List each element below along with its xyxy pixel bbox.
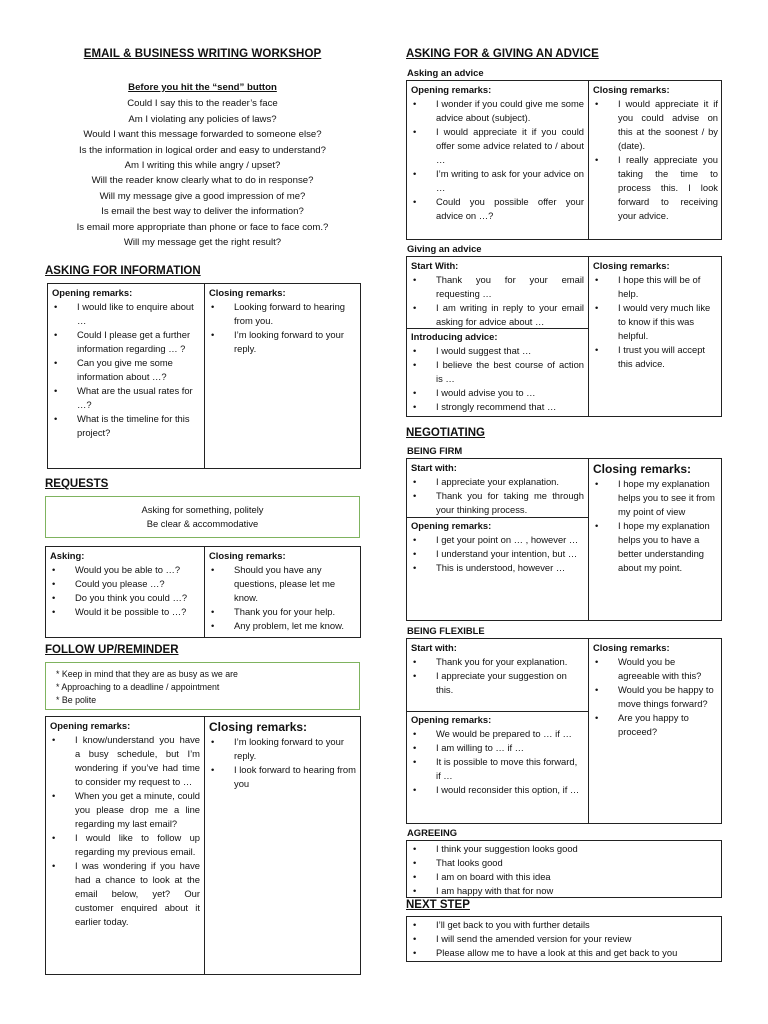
list-item: • Could you please …? (50, 577, 200, 591)
checklist-item: Is email the best way to deliver the information? (101, 206, 304, 218)
list-item: • Any problem, let me know. (209, 619, 357, 633)
list-item: • Thank you for your explanation. (411, 655, 584, 669)
being-firm-table (406, 458, 722, 621)
advice-title: ASKING FOR & GIVING AN ADVICE (406, 48, 599, 60)
list-item: • I am happy with that for now (411, 884, 717, 898)
list-item: • I am willing to … if … (411, 741, 584, 755)
agreeing-subtitle: AGREEING (407, 827, 458, 838)
requests-asking (46, 547, 204, 621)
start-label: Start With: (411, 260, 459, 271)
list-item: • I hope my explanation helps you to see it from my point of view (593, 477, 718, 519)
closing-label: Closing remarks: (593, 462, 692, 476)
flex-closing (589, 639, 722, 741)
list-item: • I wonder if you could give me some advice about (subject). (411, 97, 584, 125)
list-item: • Would it be possible to …? (50, 605, 200, 619)
asking-advice-closing (589, 81, 722, 225)
list-item: • What is the timeline for this project? (52, 412, 200, 440)
asking-info-closing (205, 284, 361, 358)
start-label: Start with: (411, 462, 457, 473)
requests-closing (205, 547, 361, 635)
requests-table (45, 546, 361, 638)
agreeing-list (407, 841, 721, 900)
tip-line: * Be polite (56, 695, 97, 705)
tip-line: * Keep in mind that they are as busy as we are (56, 669, 238, 679)
tip-line: * Approaching to a deadline / appointment (56, 682, 220, 692)
list-item: • I’ll get back to you with further details (411, 918, 717, 932)
list-item: • I would suggest that … (411, 344, 584, 358)
list-item: • I hope this will be of help. (593, 273, 718, 301)
opening-label: Opening remarks: (50, 720, 131, 731)
checklist-item: Could I say this to the reader’s face (127, 98, 278, 110)
list-item: • I am writing in reply to your email asking for advice about … (411, 301, 584, 329)
asking-info-opening (48, 284, 204, 442)
list-item: • What are the usual rates for …? (52, 384, 200, 412)
giving-advice-subtitle: Giving an advice (407, 243, 482, 254)
list-item: • I really appreciate you taking the time to process this. I look forward to receiving your advice. (593, 153, 718, 223)
list-item: • Do you think you could …? (50, 591, 200, 605)
asking-advice-opening (407, 81, 588, 225)
follow-up-title: FOLLOW UP/REMINDER (45, 644, 179, 656)
list-item: • When you get a minute, could you please drop me a line regarding my last email? (50, 789, 200, 831)
list-item: • Would you be agreeable with this? (593, 655, 718, 683)
asking-advice-subtitle: Asking an advice (407, 67, 484, 78)
next-step-table (406, 916, 722, 962)
list-item: • Thank you for your email requesting … (411, 273, 584, 301)
follow-up-closing (205, 717, 361, 793)
list-item: • I think your suggestion looks good (411, 842, 717, 856)
asking-info-table (47, 283, 361, 469)
list-item: • I know/understand you have a busy schedule, but I’m wondering if you’ve had time to consider my request to … (50, 733, 200, 789)
list-item: • Looking forward to hearing from you. (209, 300, 357, 328)
list-item: • I would reconsider this option, if … (411, 783, 584, 797)
list-item: • That looks good (411, 856, 717, 870)
firm-opening (407, 517, 588, 577)
list-item: • I believe the best course of action is … (411, 358, 584, 386)
requests-title: REQUESTS (45, 478, 109, 490)
list-item: • I’m looking forward to your reply. (209, 735, 357, 763)
list-item: • I would appreciate it if you could advise on this at the soonest / by (date). (593, 97, 718, 153)
list-item: • I look forward to hearing from you (209, 763, 357, 791)
checklist-item: Am I writing this while angry / upset? (124, 159, 281, 171)
requests-note (45, 496, 360, 538)
agreeing-table (406, 840, 722, 898)
asking-info-title: ASKING FOR INFORMATION (45, 265, 201, 277)
list-item: • I am on board with this idea (411, 870, 717, 884)
note-line: Asking for something, politely (141, 504, 264, 515)
asking-label: Asking: (50, 550, 85, 561)
closing-label: Closing remarks: (593, 84, 670, 95)
intro-label: Introducing advice: (411, 331, 498, 342)
list-item: • I would like to follow up regarding my previous email. (50, 831, 200, 859)
send-checklist (40, 80, 365, 250)
closing-label: Closing remarks: (209, 287, 286, 298)
opening-label: Opening remarks: (52, 287, 133, 298)
list-item: • I strongly recommend that … (411, 400, 584, 414)
list-item: • Can you give me some information about …? (52, 356, 200, 384)
list-item: • Would you be able to …? (50, 563, 200, 577)
checklist-item: Is email more appropriate than phone or face to face com.? (76, 221, 329, 233)
list-item: • I trust you will accept this advice. (593, 343, 718, 371)
note-line: Be clear & accommodative (146, 518, 259, 529)
follow-up-opening (46, 717, 204, 931)
follow-up-table (45, 716, 361, 975)
list-item: • I’m looking forward to your reply. (209, 328, 357, 356)
checklist-item: Am I violating any policies of laws? (128, 113, 277, 125)
giving-advice-table (406, 256, 722, 417)
list-item: • I hope my explanation helps you to have a better understanding about my point. (593, 519, 718, 575)
next-step-title: NEXT STEP (406, 899, 470, 911)
list-item: • I was wondering if you have had a chance to look at the email below, yet? Our customer enquired about it earlier today. (50, 859, 200, 929)
list-item: • We would be prepared to … if … (411, 727, 584, 741)
being-firm-subtitle: BEING FIRM (407, 445, 463, 456)
checklist-item: Would I want this message forwarded to someone else? (83, 129, 322, 141)
follow-up-tips (45, 662, 360, 710)
list-item: • I would like to enquire about … (52, 300, 200, 328)
closing-label: Closing remarks: (209, 550, 286, 561)
being-flexible-table (406, 638, 722, 824)
opening-label: Opening remarks: (411, 520, 492, 531)
negotiating-title: NEGOTIATING (406, 427, 486, 439)
opening-label: Opening remarks: (411, 84, 492, 95)
closing-label: Closing remarks: (593, 642, 670, 653)
list-item: • I would advise you to … (411, 386, 584, 400)
list-item: • Thank you for taking me through your thinking process. (411, 489, 584, 517)
list-item: • This is understood, however … (411, 561, 584, 575)
list-item: • I appreciate your suggestion on this. (411, 669, 584, 697)
list-item: • Please allow me to have a look at this and get back to you (411, 946, 717, 960)
firm-start (407, 459, 588, 519)
giving-advice-start (407, 257, 588, 331)
list-item: • I’m writing to ask for your advice on … (411, 167, 584, 195)
checklist-title: Before you hit the “send” button (128, 82, 277, 93)
asking-advice-table (406, 80, 722, 240)
checklist-item: Will my message get the right result? (123, 236, 282, 248)
closing-label: Closing remarks: (209, 720, 308, 734)
checklist-item: Is the information in logical order and easy to understand? (79, 144, 326, 156)
next-step-list (407, 917, 721, 962)
checklist-item: Will my message give a good impression of me? (99, 190, 306, 202)
giving-advice-intro (407, 328, 588, 416)
list-item: • I understand your intention, but … (411, 547, 584, 561)
giving-advice-closing (589, 257, 722, 373)
flex-opening (407, 711, 588, 799)
list-item: • I will send the amended version for your review (411, 932, 717, 946)
firm-closing (589, 459, 722, 577)
list-item: • I would appreciate it if you could offer some advice related to / about … (411, 125, 584, 167)
workshop-title: EMAIL & BUSINESS WRITING WORKSHOP (83, 48, 322, 60)
list-item: • Could you possible offer your advice on …? (411, 195, 584, 223)
flex-start (407, 639, 588, 699)
list-item: • Could I please get a further information regarding … ? (52, 328, 200, 356)
being-flexible-subtitle: BEING FLEXIBLE (407, 625, 485, 636)
start-label: Start with: (411, 642, 457, 653)
list-item: • Should you have any questions, please let me know. (209, 563, 357, 605)
list-item: • I would very much like to know if this was helpful. (593, 301, 718, 343)
list-item: • It is possible to move this forward, if … (411, 755, 584, 783)
list-item: • Thank you for your help. (209, 605, 357, 619)
opening-label: Opening remarks: (411, 714, 492, 725)
list-item: • I get your point on … , however … (411, 533, 584, 547)
list-item: • Are you happy to proceed? (593, 711, 718, 739)
list-item: • I appreciate your explanation. (411, 475, 584, 489)
list-item: • Would you be happy to move things forward? (593, 683, 718, 711)
checklist-item: Will the reader know clearly what to do in response? (91, 175, 314, 187)
closing-label: Closing remarks: (593, 260, 670, 271)
